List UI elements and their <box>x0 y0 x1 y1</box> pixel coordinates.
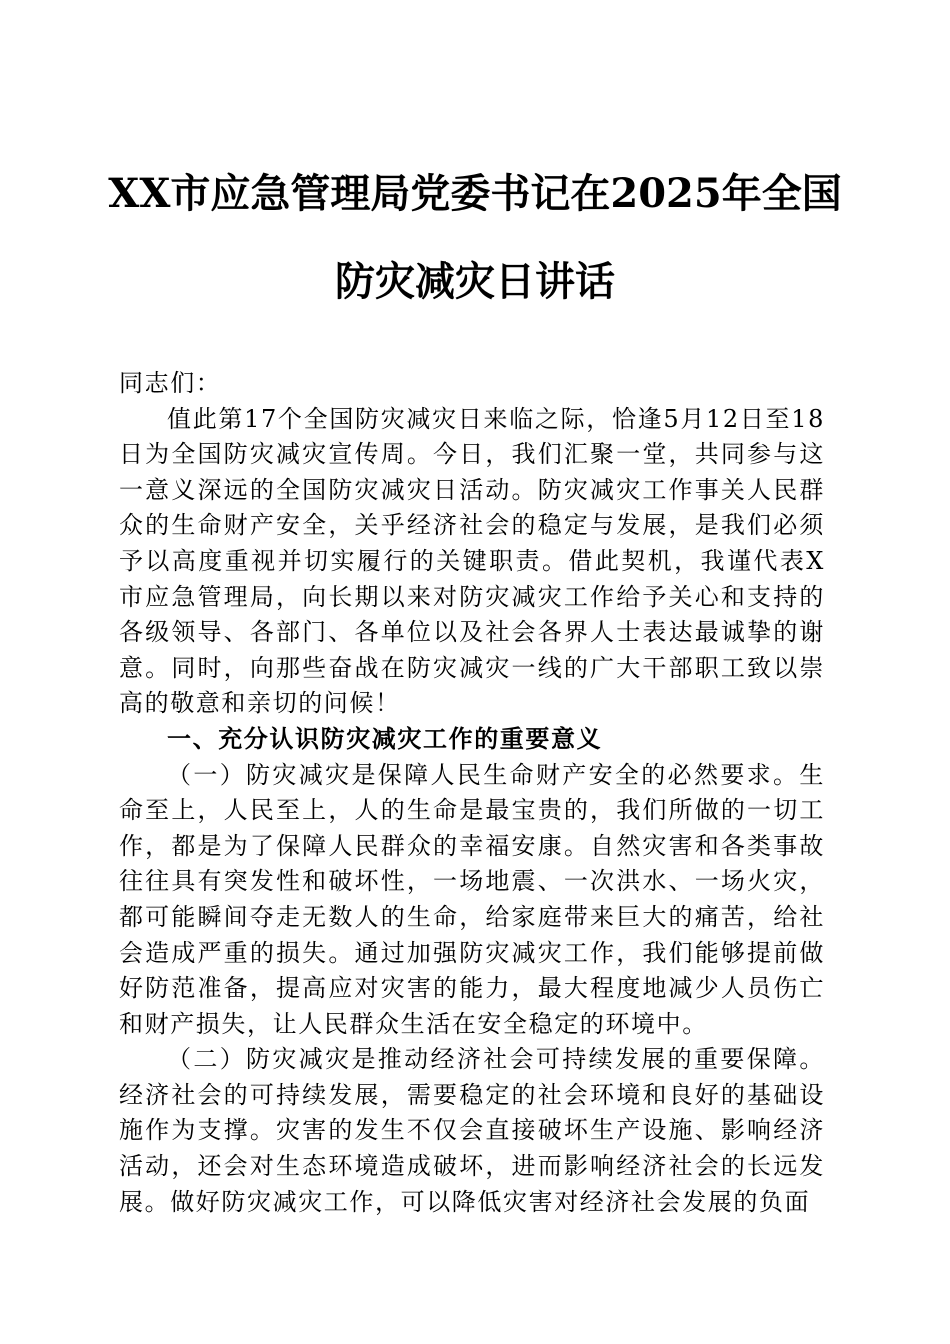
subsection-body-2: 经济社会的可持续发展，需要稳定的社会环境和良好的基础设施作为支撑。灾害的发生不仅会直接破坏生产设施、影响经济活动，还会对生态环境造成破坏，进而影响经济社会的长远发展。做好防灾减灾工作，可以降低灾害对经济社会发展的负面 <box>119 1080 825 1216</box>
subsection-paragraph-1 <box>119 758 825 1043</box>
section-heading-1: 一、充分认识防灾减灾工作的重要意义 <box>167 724 603 753</box>
salutation: 同志们： <box>119 369 222 397</box>
document-title: XX市应急管理局党委书记在2025年全国防灾减灾日讲话 <box>108 170 842 305</box>
intro-paragraph: 值此第17个全国防灾减灾日来临之际，恰逢5月12日至18日为全国防灾减灾宣传周。今日，我们汇聚一堂，共同参与这一意义深远的全国防灾减灾日活动。防灾减灾工作事关人民群众的生命财产安全，关乎经济社会的稳定与发展，是我们必须予以高度重视并切实履行的关键职责。借此契机，我谨代表X市应急管理局，向长期以来对防灾减灾工作给予关心和支持的各级领导、各部门、各单位以及社会各界人士表达最诚挚的谢意。同时，向那些奋战在防灾减灾一线的广大干部职工致以崇高的敬意和亲切的问候！ <box>119 404 825 718</box>
subsection-lead-2: （二）防灾减灾是推动经济社会可持续发展的重要保障。 <box>167 1045 825 1074</box>
subsection-body-1: 生命至上，人民至上，人的生命是最宝贵的，我们所做的一切工作，都是为了保障人民群众的幸福安康。自然灾害和各类事故往往具有突发性和破坏性，一场地震、一次洪水、一场火灾，都可能瞬间夺走无数人的生命，给家庭带来巨大的痛苦，给社会造成严重的损失。通过加强防灾减灾工作，我们能够提前做好防范准备，提高应对灾害的能力，最大程度地减少人员伤亡和财产损失，让人民群众生活在安全稳定的环境中。 <box>119 760 825 1038</box>
subsection-lead-1: （一）防灾减灾是保障人民生命财产安全的必然要求。 <box>167 760 800 789</box>
subsection-paragraph-2 <box>119 1042 825 1220</box>
document-body <box>119 366 825 1220</box>
